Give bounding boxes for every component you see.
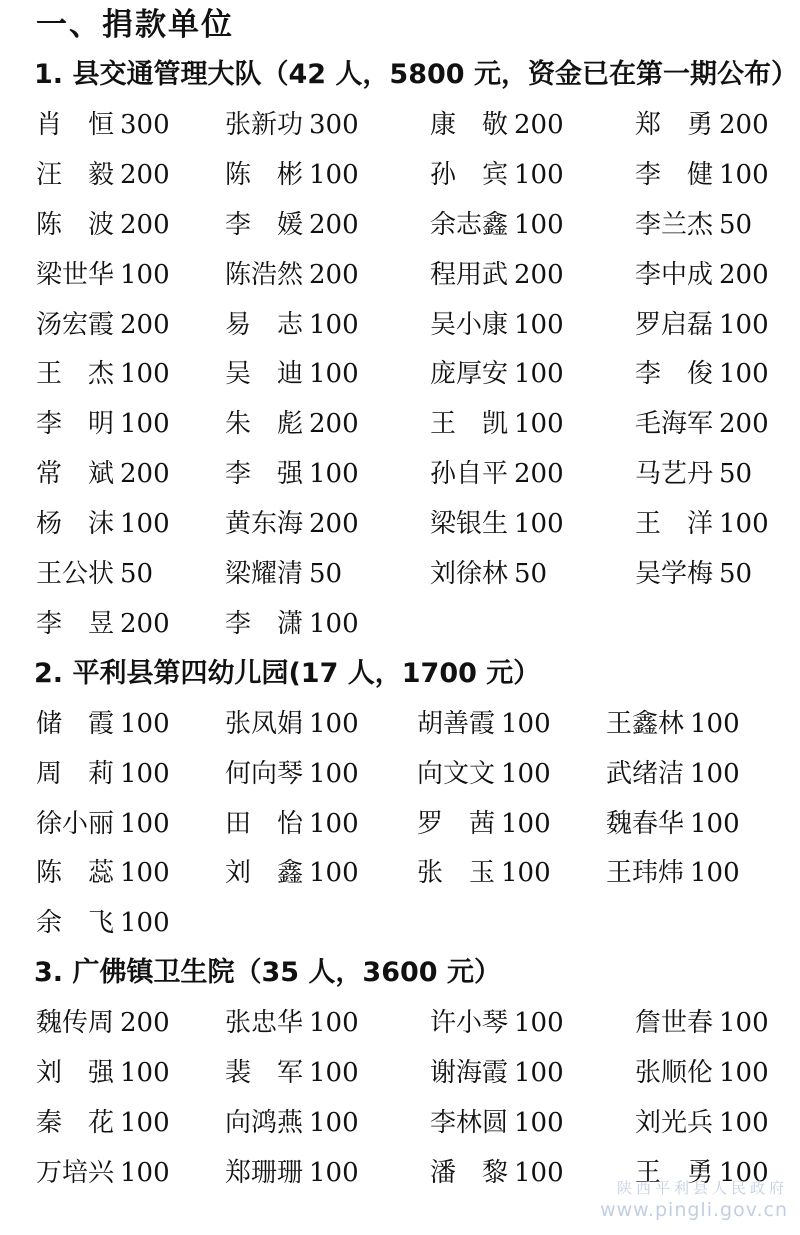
donation-amount: 100 xyxy=(309,309,359,340)
donation-amount: 200 xyxy=(120,209,170,240)
donor-name: 潘 黎 xyxy=(430,1157,509,1188)
donation-amount: 100 xyxy=(719,1008,769,1039)
donor-entry xyxy=(36,300,170,350)
donor-entry xyxy=(606,699,740,749)
donor-entry xyxy=(36,998,170,1048)
donor-name: 陈 彬 xyxy=(225,159,304,190)
donation-amount: 100 xyxy=(514,1107,564,1138)
donor-entry xyxy=(430,150,564,200)
donor-name: 魏传周 xyxy=(36,1008,115,1039)
donor-entry xyxy=(225,300,359,350)
donor-name: 王鑫林 xyxy=(606,708,685,739)
donor-entry xyxy=(430,549,547,599)
donor-row xyxy=(0,200,800,250)
donation-amount: 200 xyxy=(120,459,170,490)
donor-entry xyxy=(430,250,564,300)
donor-name: 田 怡 xyxy=(225,808,304,839)
donation-amount: 100 xyxy=(309,1058,359,1088)
donor-entry xyxy=(417,749,551,799)
donation-amount: 200 xyxy=(309,409,359,440)
donor-entry xyxy=(36,499,170,549)
donation-amount: 100 xyxy=(120,758,170,789)
donor-entry xyxy=(36,399,170,449)
donor-row xyxy=(0,399,800,449)
donor-name: 孙自平 xyxy=(430,459,509,490)
donor-name: 常 斌 xyxy=(36,459,115,490)
section-heading: 2. 平利县第四幼儿园(17 人，1700 元） xyxy=(34,657,541,689)
donation-amount: 100 xyxy=(120,359,170,390)
donor-name: 王 洋 xyxy=(635,509,714,540)
donor-entry xyxy=(225,549,342,599)
donor-name: 黄东海 xyxy=(225,509,304,540)
donor-name: 吴 迪 xyxy=(225,359,304,390)
donor-name: 陈浩然 xyxy=(225,259,304,290)
donation-amount: 100 xyxy=(309,758,359,789)
donor-name: 汪 毅 xyxy=(36,159,115,190)
donation-amount: 100 xyxy=(501,858,551,889)
donation-amount: 100 xyxy=(309,1107,359,1138)
donor-entry xyxy=(430,200,564,250)
donor-entry xyxy=(36,250,170,300)
donation-amount: 50 xyxy=(719,209,753,240)
donor-name: 王 凯 xyxy=(430,409,509,440)
donor-name: 储 霞 xyxy=(36,708,115,739)
donor-name: 王公状 xyxy=(36,559,115,589)
donor-entry xyxy=(430,100,564,150)
donation-amount: 100 xyxy=(120,708,170,739)
donor-entry xyxy=(36,349,170,399)
donor-entry xyxy=(36,749,170,799)
donor-entry xyxy=(430,399,564,449)
donor-name: 郑 勇 xyxy=(635,109,714,140)
donation-amount: 100 xyxy=(120,858,170,889)
page-title: 一、捐款单位 xyxy=(36,7,234,43)
donor-row xyxy=(0,898,800,948)
donation-amount: 200 xyxy=(309,509,359,540)
donation-amount: 50 xyxy=(514,559,548,589)
donation-amount: 100 xyxy=(309,459,359,490)
donation-amount: 200 xyxy=(719,409,769,440)
donor-name: 向文文 xyxy=(417,758,496,789)
donation-amount: 200 xyxy=(514,259,564,290)
donor-name: 余志鑫 xyxy=(430,209,509,240)
donor-name: 梁世华 xyxy=(36,259,115,290)
donation-amount: 100 xyxy=(120,259,170,290)
donor-entry xyxy=(225,349,359,399)
donation-amount: 100 xyxy=(690,758,740,789)
donation-amount: 100 xyxy=(719,159,769,190)
donation-amount: 100 xyxy=(514,1058,564,1088)
donor-entry xyxy=(36,1098,170,1148)
donor-entry xyxy=(36,599,170,649)
donor-name: 吴小康 xyxy=(430,309,509,340)
donor-name: 陈 波 xyxy=(36,209,115,240)
donor-name: 王 杰 xyxy=(36,359,115,390)
donor-name: 魏春华 xyxy=(606,808,685,839)
donor-entry xyxy=(635,449,752,499)
donor-name: 余 飞 xyxy=(36,908,115,939)
donation-amount: 100 xyxy=(120,1107,170,1138)
donor-entry xyxy=(36,1048,170,1098)
donation-amount: 100 xyxy=(309,608,359,639)
donor-name: 梁耀清 xyxy=(225,559,304,589)
section-heading: 3. 广佛镇卫生院（35 人，3600 元） xyxy=(34,957,501,989)
donor-entry xyxy=(36,1148,170,1198)
donor-name: 庞厚安 xyxy=(430,359,509,390)
donation-amount: 100 xyxy=(120,1058,170,1088)
donor-row xyxy=(0,699,800,749)
donor-entry xyxy=(430,1098,564,1148)
donation-amount: 100 xyxy=(120,808,170,839)
donor-entry xyxy=(417,799,551,849)
donor-entry xyxy=(606,749,740,799)
donor-name: 万培兴 xyxy=(36,1157,115,1188)
donation-amount: 200 xyxy=(514,459,564,490)
donor-entry xyxy=(635,250,769,300)
donation-amount: 100 xyxy=(501,708,551,739)
donor-entry xyxy=(225,100,359,150)
donation-amount: 50 xyxy=(309,559,343,589)
donor-name: 向鸿燕 xyxy=(225,1107,304,1138)
donor-entry xyxy=(606,848,740,898)
donor-entry xyxy=(635,399,769,449)
donation-amount: 50 xyxy=(719,459,753,490)
donor-row xyxy=(0,499,800,549)
donor-entry xyxy=(430,1048,564,1098)
donor-entry xyxy=(225,1098,359,1148)
donation-amount: 100 xyxy=(719,309,769,340)
donor-name: 秦 花 xyxy=(36,1107,115,1138)
donor-entry xyxy=(430,499,564,549)
donor-name: 胡善霞 xyxy=(417,708,496,739)
donor-entry xyxy=(225,1148,359,1198)
donation-amount: 100 xyxy=(514,209,564,240)
donation-amount: 100 xyxy=(309,1008,359,1039)
donation-amount: 100 xyxy=(309,858,359,889)
donation-amount: 100 xyxy=(120,1157,170,1188)
donor-name: 康 敬 xyxy=(430,109,509,140)
donor-row xyxy=(0,848,800,898)
donor-name: 李 昱 xyxy=(36,608,115,639)
donor-name: 罗 茜 xyxy=(417,808,496,839)
donor-name: 许小琴 xyxy=(430,1008,509,1039)
donor-name: 李 强 xyxy=(225,459,304,490)
donor-entry xyxy=(36,100,170,150)
donation-amount: 200 xyxy=(514,109,564,140)
donor-entry xyxy=(635,200,752,250)
donor-entry xyxy=(417,699,551,749)
section-heading: 1. 县交通管理大队（42 人，5800 元，资金已在第一期公布） xyxy=(34,59,798,90)
donation-amount: 100 xyxy=(719,509,769,540)
donor-name: 刘光兵 xyxy=(635,1107,714,1138)
donor-name: 李 健 xyxy=(635,159,714,190)
donor-name: 何向琴 xyxy=(225,758,304,789)
donor-name: 李兰杰 xyxy=(635,209,714,240)
donor-entry xyxy=(225,250,359,300)
donor-entry xyxy=(430,300,564,350)
donor-entry xyxy=(36,848,170,898)
donor-entry xyxy=(225,150,359,200)
donor-name: 刘 强 xyxy=(36,1058,115,1088)
donation-amount: 200 xyxy=(309,209,359,240)
donor-name: 张 玉 xyxy=(417,858,496,889)
donor-name: 张忠华 xyxy=(225,1008,304,1039)
donation-amount: 50 xyxy=(719,559,753,589)
donor-name: 李林圆 xyxy=(430,1107,509,1138)
donation-amount: 200 xyxy=(719,109,769,140)
donor-name: 徐小丽 xyxy=(36,808,115,839)
donor-row xyxy=(0,549,800,599)
donation-amount: 100 xyxy=(690,858,740,889)
donation-amount: 100 xyxy=(514,159,564,190)
donor-name: 张凤娟 xyxy=(225,708,304,739)
donation-amount: 300 xyxy=(120,109,170,140)
donor-name: 张顺伦 xyxy=(635,1058,714,1088)
donor-entry xyxy=(430,449,564,499)
donor-name: 汤宏霞 xyxy=(36,309,115,340)
donor-name: 周 莉 xyxy=(36,758,115,789)
donor-name: 李 俊 xyxy=(635,359,714,390)
donor-name: 毛海军 xyxy=(635,409,714,440)
donor-entry xyxy=(225,449,359,499)
donor-name: 刘 鑫 xyxy=(225,858,304,889)
donor-row xyxy=(0,998,800,1048)
donation-amount: 100 xyxy=(514,509,564,540)
donor-name: 陈 蕊 xyxy=(36,858,115,889)
donation-amount: 300 xyxy=(309,109,359,140)
donor-row xyxy=(0,150,800,200)
donor-entry xyxy=(635,1098,769,1148)
donor-name: 李 媛 xyxy=(225,209,304,240)
watermark-site-name: 陕西平利县人民政府 xyxy=(616,1179,788,1197)
donor-name: 李中成 xyxy=(635,259,714,290)
donor-row xyxy=(0,349,800,399)
donor-entry xyxy=(225,599,359,649)
donor-entry xyxy=(225,998,359,1048)
donor-row xyxy=(0,250,800,300)
donor-entry xyxy=(635,549,752,599)
donation-amount: 200 xyxy=(120,309,170,340)
donor-entry xyxy=(225,799,359,849)
donor-entry xyxy=(225,499,359,549)
donor-name: 谢海霞 xyxy=(430,1058,509,1088)
donor-name: 刘徐林 xyxy=(430,559,509,589)
donor-name: 肖 恒 xyxy=(36,109,115,140)
site-watermark xyxy=(600,1177,788,1221)
donor-entry xyxy=(36,699,170,749)
donor-entry xyxy=(606,799,740,849)
donor-name: 武绪洁 xyxy=(606,758,685,789)
donor-entry xyxy=(225,399,359,449)
donor-name: 吴学梅 xyxy=(635,559,714,589)
donor-name: 罗启磊 xyxy=(635,309,714,340)
donor-entry xyxy=(36,799,170,849)
donor-entry xyxy=(225,699,359,749)
donation-amount: 100 xyxy=(719,1107,769,1138)
donation-amount: 100 xyxy=(514,1008,564,1039)
donation-amount: 200 xyxy=(120,159,170,190)
donation-amount: 100 xyxy=(514,309,564,340)
donor-entry xyxy=(635,998,769,1048)
donor-name: 朱 彪 xyxy=(225,409,304,440)
donation-amount: 100 xyxy=(719,1058,769,1088)
donor-name: 马艺丹 xyxy=(635,459,714,490)
donor-entry xyxy=(635,300,769,350)
donor-entry xyxy=(225,200,359,250)
donor-entry xyxy=(36,449,170,499)
donor-row xyxy=(0,1048,800,1098)
donation-amount: 200 xyxy=(120,608,170,639)
donor-name: 梁银生 xyxy=(430,509,509,540)
donation-amount: 100 xyxy=(309,1157,359,1188)
donor-entry xyxy=(430,1148,564,1198)
donor-row xyxy=(0,100,800,150)
donor-row xyxy=(0,449,800,499)
donation-amount: 100 xyxy=(309,159,359,190)
donation-amount: 200 xyxy=(309,259,359,290)
donor-entry xyxy=(635,499,769,549)
donor-entry xyxy=(225,1048,359,1098)
donation-amount: 50 xyxy=(120,559,154,589)
donor-name: 李 潇 xyxy=(225,608,304,639)
donation-amount: 100 xyxy=(501,758,551,789)
donation-amount: 100 xyxy=(719,1157,769,1188)
donation-amount: 200 xyxy=(719,259,769,290)
donation-amount: 100 xyxy=(120,509,170,540)
donor-entry xyxy=(36,200,170,250)
donor-row xyxy=(0,799,800,849)
donor-name: 王玮炜 xyxy=(606,858,685,889)
donation-amount: 100 xyxy=(719,359,769,390)
donor-name: 孙 宾 xyxy=(430,159,509,190)
donor-name: 张新功 xyxy=(225,109,304,140)
donor-name: 李 明 xyxy=(36,409,115,440)
donor-name: 王 勇 xyxy=(635,1157,714,1188)
donor-entry xyxy=(417,848,551,898)
donor-entry xyxy=(430,998,564,1048)
donation-amount: 100 xyxy=(309,708,359,739)
donor-entry xyxy=(225,749,359,799)
donor-entry xyxy=(635,349,769,399)
donor-entry xyxy=(635,1048,769,1098)
donor-name: 裴 军 xyxy=(225,1058,304,1088)
donor-row xyxy=(0,749,800,799)
donation-amount: 100 xyxy=(120,908,170,939)
donation-amount: 100 xyxy=(120,409,170,440)
donor-entry xyxy=(430,349,564,399)
donor-entry xyxy=(36,898,170,948)
donation-amount: 100 xyxy=(514,359,564,390)
donor-entry xyxy=(225,848,359,898)
donor-row xyxy=(0,1098,800,1148)
donor-name: 杨 沫 xyxy=(36,509,115,540)
donor-name: 詹世春 xyxy=(635,1008,714,1039)
donation-amount: 100 xyxy=(501,808,551,839)
donor-name: 郑珊珊 xyxy=(225,1157,304,1188)
donor-name: 程用武 xyxy=(430,259,509,290)
watermark-url: www.pingli.gov.cn xyxy=(600,1199,788,1221)
donation-amount: 100 xyxy=(514,409,564,440)
donor-entry xyxy=(635,100,769,150)
donor-name: 易 志 xyxy=(225,309,304,340)
donation-amount: 100 xyxy=(309,808,359,839)
donation-amount: 100 xyxy=(309,359,359,390)
donor-entry xyxy=(36,549,153,599)
donation-amount: 100 xyxy=(690,808,740,839)
donor-row xyxy=(0,599,800,649)
donor-row xyxy=(0,300,800,350)
donor-entry xyxy=(36,150,170,200)
donor-entry xyxy=(635,150,769,200)
donation-amount: 100 xyxy=(690,708,740,739)
donation-amount: 200 xyxy=(120,1008,170,1039)
donation-amount: 100 xyxy=(514,1157,564,1188)
